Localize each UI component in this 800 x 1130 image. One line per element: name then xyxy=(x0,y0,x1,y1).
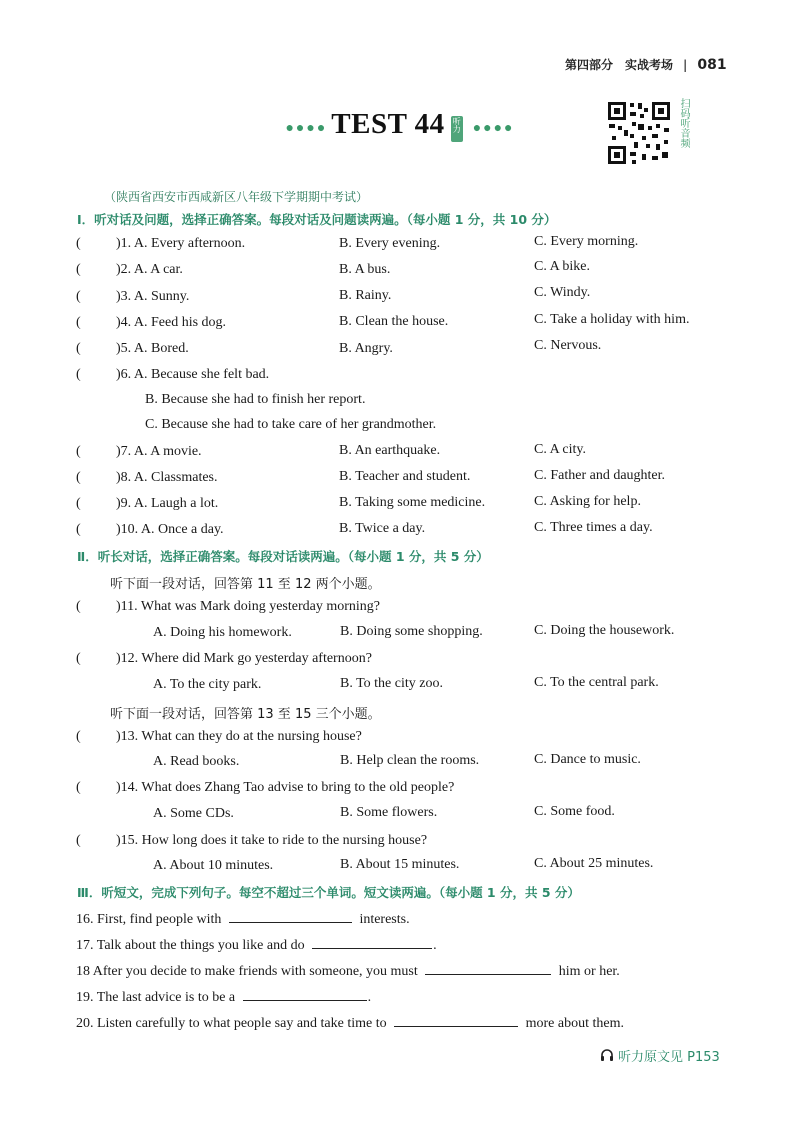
q12-stem: )12. Where did Mark go yesterday afternoon? xyxy=(116,651,372,666)
q10-option-c: C. Three times a day. xyxy=(534,520,653,535)
q4-option-b: B. Clean the house. xyxy=(339,314,449,329)
q16-text-after: interests. xyxy=(359,912,410,927)
q12-option-a: A. To the city park. xyxy=(153,677,262,692)
header-divider: | xyxy=(683,58,688,72)
section-3-heading: Ⅲ．听短文，完成下列句子。每空不超过三个单词。短文读两遍。（每小题 1 分，共 5 分） xyxy=(77,885,580,900)
question-16 xyxy=(76,910,410,928)
question-18 xyxy=(76,962,620,980)
q8-option-c: C. Father and daughter. xyxy=(534,468,666,483)
answer-bracket-7[interactable]: ( xyxy=(76,444,81,459)
q4-option-c: C. Take a holiday with him. xyxy=(534,312,690,327)
q9-option-c: C. Asking for help. xyxy=(534,494,641,509)
page-header xyxy=(565,56,727,73)
q10-option-a: )10. A. Once a day. xyxy=(116,522,224,537)
q9-option-b: B. Taking some medicine. xyxy=(339,495,486,510)
q17-text-after: . xyxy=(433,938,437,953)
q14-option-a: A. Some CDs. xyxy=(153,806,234,821)
q15-option-a: A. About 10 minutes. xyxy=(153,858,274,873)
qr-label: 扫码听音频 xyxy=(678,98,689,148)
answer-bracket-10[interactable]: ( xyxy=(76,522,81,537)
q3-option-b: B. Rainy. xyxy=(339,288,392,303)
q14-option-c: C. Some food. xyxy=(534,804,615,819)
q6-option-c: C. Because she had to take care of her grandmother. xyxy=(145,417,437,432)
q5-option-a: )5. A. Bored. xyxy=(116,341,189,356)
q20-answer-blank[interactable] xyxy=(394,1014,518,1027)
answer-bracket-13[interactable]: ( xyxy=(76,729,81,744)
q20-text-after: more about them. xyxy=(525,1016,624,1031)
answer-bracket-1[interactable]: ( xyxy=(76,236,81,251)
section-1-heading: Ⅰ．听对话及问题，选择正确答案。每段对话及问题读两遍。（每小题 1 分，共 10 分） xyxy=(77,212,557,227)
q2-option-c: C. A bike. xyxy=(534,259,591,274)
q18-text-before: 18 After you decide to make friends with someone, you must xyxy=(76,964,418,979)
q13-option-b: B. Help clean the rooms. xyxy=(340,753,480,768)
question-20 xyxy=(76,1014,624,1032)
q17-text-before: 17. Talk about the things you like and do xyxy=(76,938,305,953)
header-section: 第四部分 实战考场 xyxy=(565,58,674,72)
q20-text-before: 20. Listen carefully to what people say and take time to xyxy=(76,1016,387,1031)
answer-bracket-5[interactable]: ( xyxy=(76,341,81,356)
q16-answer-blank[interactable] xyxy=(229,910,352,923)
q14-stem: )14. What does Zhang Tao advise to bring to the old people? xyxy=(116,780,455,795)
q8-option-b: B. Teacher and student. xyxy=(339,469,471,484)
question-19 xyxy=(76,988,371,1006)
answer-bracket-6[interactable]: ( xyxy=(76,367,81,382)
q1-option-b: B. Every evening. xyxy=(339,236,441,251)
title-dots-right: ●●●● xyxy=(472,121,515,137)
q4-option-a: )4. A. Feed his dog. xyxy=(116,315,227,330)
q13-option-c: C. Dance to music. xyxy=(534,752,641,767)
q7-option-c: C. A city. xyxy=(534,442,586,457)
answer-bracket-14[interactable]: ( xyxy=(76,780,81,795)
q3-option-a: )3. A. Sunny. xyxy=(116,289,190,304)
q12-option-c: C. To the central park. xyxy=(534,675,659,690)
q15-option-c: C. About 25 minutes. xyxy=(534,856,654,871)
q1-option-a: )1. A. Every afternoon. xyxy=(116,236,246,251)
q3-option-c: C. Windy. xyxy=(534,285,591,300)
q2-option-a: )2. A. A car. xyxy=(116,262,183,277)
q14-option-b: B. Some flowers. xyxy=(340,805,438,820)
dialogue-intro-1: 听下面一段对话，回答第 11 至 12 两个小题。 xyxy=(110,577,381,592)
q6-option-b: B. Because she had to finish her report. xyxy=(145,392,366,407)
section-2-heading: Ⅱ．听长对话，选择正确答案。每段对话读两遍。（每小题 1 分，共 5 分） xyxy=(77,549,489,564)
q19-text-after: . xyxy=(367,990,372,1005)
q11-option-c: C. Doing the housework. xyxy=(534,623,675,638)
question-17 xyxy=(76,936,437,954)
answer-bracket-12[interactable]: ( xyxy=(76,651,81,666)
qr-code-icon xyxy=(606,100,672,166)
q12-option-b: B. To the city zoo. xyxy=(340,676,443,691)
q11-stem: )11. What was Mark doing yesterday morning? xyxy=(116,599,380,614)
page-number: 081 xyxy=(697,57,727,73)
headphones-icon xyxy=(600,1049,614,1062)
q13-option-a: A. Read books. xyxy=(153,754,240,769)
q5-option-b: B. Angry. xyxy=(339,341,393,356)
answer-bracket-2[interactable]: ( xyxy=(76,262,81,277)
exam-source: （陕西省西安市西咸新区八年级下学期期中考试） xyxy=(104,190,369,204)
q19-answer-blank[interactable] xyxy=(243,988,367,1001)
q15-option-b: B. About 15 minutes. xyxy=(340,857,460,872)
answer-bracket-8[interactable]: ( xyxy=(76,470,81,485)
q7-option-a: )7. A. A movie. xyxy=(116,444,202,459)
listening-tag: 听力 xyxy=(451,116,463,142)
q1-option-c: C. Every morning. xyxy=(534,234,639,249)
transcript-reference[interactable] xyxy=(600,1046,720,1065)
transcript-reference-text: 听力原文见 P153 xyxy=(618,1050,720,1065)
q11-option-a: A. Doing his homework. xyxy=(153,625,292,640)
q2-option-b: B. A bus. xyxy=(339,262,391,277)
q13-stem: )13. What can they do at the nursing house? xyxy=(116,729,362,744)
q17-answer-blank[interactable] xyxy=(312,936,432,949)
answer-bracket-15[interactable]: ( xyxy=(76,833,81,848)
qr-code[interactable] xyxy=(606,100,672,166)
dialogue-intro-2: 听下面一段对话，回答第 13 至 15 三个小题。 xyxy=(110,707,381,722)
answer-bracket-4[interactable]: ( xyxy=(76,315,81,330)
q10-option-b: B. Twice a day. xyxy=(339,521,426,536)
q15-stem: )15. How long does it take to ride to the nursing house? xyxy=(116,833,428,848)
q16-text-before: 16. First, find people with xyxy=(76,912,222,927)
q7-option-b: B. An earthquake. xyxy=(339,443,441,458)
q5-option-c: C. Nervous. xyxy=(534,338,602,353)
answer-bracket-11[interactable]: ( xyxy=(76,599,81,614)
answer-bracket-9[interactable]: ( xyxy=(76,496,81,511)
q9-option-a: )9. A. Laugh a lot. xyxy=(116,496,219,511)
q18-answer-blank[interactable] xyxy=(425,962,551,975)
q19-text-before: 19. The last advice is to be a xyxy=(76,990,236,1005)
q18-text-after: him or her. xyxy=(558,964,620,979)
q8-option-a: )8. A. Classmates. xyxy=(116,470,218,485)
title-dots-left: ●●●● xyxy=(285,121,328,137)
q11-option-b: B. Doing some shopping. xyxy=(340,624,483,639)
answer-bracket-3[interactable]: ( xyxy=(76,289,81,304)
test-title: TEST 44 xyxy=(331,108,445,140)
q6-option-a: )6. A. Because she felt bad. xyxy=(116,367,270,382)
